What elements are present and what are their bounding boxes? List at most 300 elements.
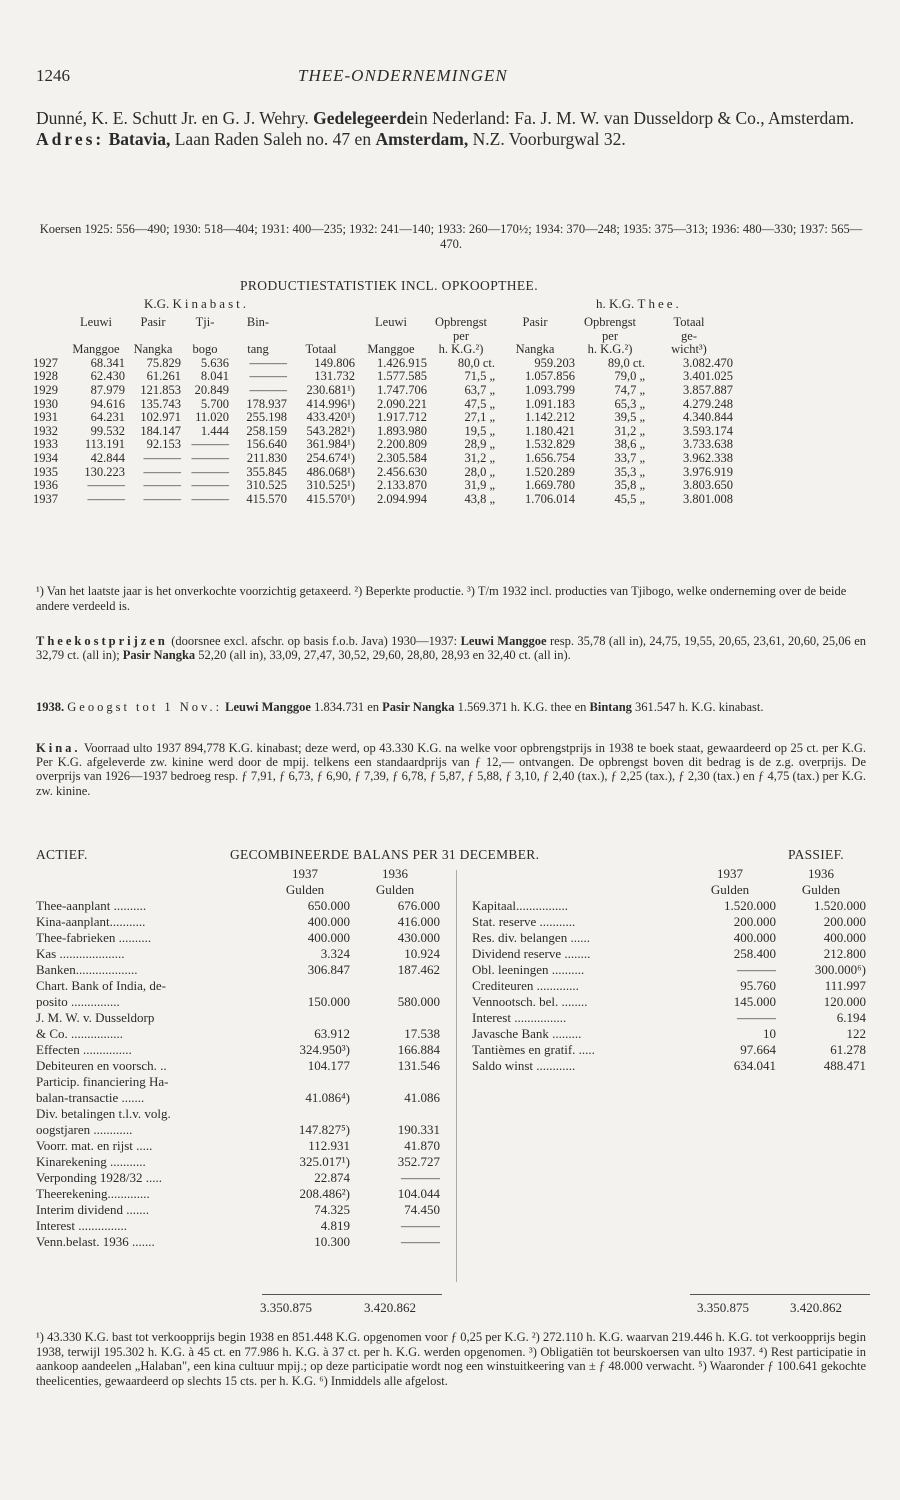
actief-item-label: Verponding 1928/32 ..... xyxy=(36,1170,163,1185)
actief-value-1936: 131.546 xyxy=(397,1058,440,1073)
page-number: 1246 xyxy=(36,66,70,85)
actief-value-1936: 190.331 xyxy=(397,1122,440,1137)
theekostprijzen-label: Theekostprijzen xyxy=(36,634,168,648)
actief-value-1936: 41.086 xyxy=(404,1090,440,1105)
actief-item-label: Venn.belast. 1936 ....... xyxy=(36,1234,155,1249)
production-value-cell: 113.191 xyxy=(84,437,125,452)
production-header-row xyxy=(33,316,733,330)
production-value-cell: 543.282¹) xyxy=(306,423,355,438)
passief-item-label: Res. div. belangen ...... xyxy=(472,930,590,945)
production-header-cell xyxy=(181,330,229,344)
passief-value-1937: 95.760 xyxy=(740,978,776,993)
production-row xyxy=(33,452,733,466)
production-value-cell: ——— xyxy=(191,437,229,452)
actief-label: ACTIEF. xyxy=(36,847,88,862)
production-value-cell: 2.200.809 xyxy=(377,437,427,452)
production-value-cell: 3.082.470 xyxy=(683,355,733,370)
production-value-cell: 230.681¹) xyxy=(306,382,355,397)
actief-item-label: J. M. W. v. Dusseldorp xyxy=(36,1010,155,1025)
production-year-cell: 1936 xyxy=(33,478,58,493)
actief-value-1937: 4.819 xyxy=(320,1218,350,1233)
actief-value-1937: 150.000 xyxy=(307,994,350,1009)
production-value-cell: 1.426.915 xyxy=(377,355,427,370)
production-value-cell: 33,7 „ xyxy=(614,450,645,465)
production-value-cell: ——— xyxy=(143,478,181,493)
actief-row xyxy=(36,1122,440,1138)
production-value-cell: 130.223 xyxy=(84,464,125,479)
passief-value-1937: 10 xyxy=(763,1026,776,1041)
production-value-cell: 959.203 xyxy=(534,355,575,370)
production-value-cell: 5.700 xyxy=(200,396,229,411)
passief-value-1937: 400.000 xyxy=(733,930,776,945)
production-header-cell xyxy=(229,330,287,344)
actief-item-label: Effecten ............... xyxy=(36,1042,132,1057)
production-value-cell: 19,5 „ xyxy=(464,423,495,438)
production-header-cell xyxy=(287,316,355,330)
actief-item-label: Div. betalingen t.l.v. volg. xyxy=(36,1106,171,1121)
production-value-cell: 415.570 xyxy=(246,491,287,506)
production-value-cell: 5.636 xyxy=(200,355,229,370)
passief-value-1937: 145.000 xyxy=(733,994,776,1009)
production-value-cell: 1.747.706 xyxy=(377,382,427,397)
actief-value-1936 xyxy=(350,1106,440,1122)
production-header-cell xyxy=(495,330,575,344)
production-value-cell: ——— xyxy=(143,464,181,479)
actief-value-1937: 63.912 xyxy=(314,1026,350,1041)
geoogst-text-1: 1.834.731 en xyxy=(314,700,379,714)
production-header-row xyxy=(33,343,733,357)
production-row xyxy=(33,493,733,507)
actief-item-label: Thee-fabrieken .......... xyxy=(36,930,152,945)
gedelegeerde-text: in Nederland: Fa. J. M. W. van Dusseldorp & Co., Amsterdam. xyxy=(414,108,855,128)
passief-row xyxy=(472,914,866,930)
production-value-cell: 3.962.338 xyxy=(683,450,733,465)
balance-title: GECOMBINEERDE BALANS PER 31 DECEMBER. xyxy=(230,847,540,862)
passief-value-1936: 488.471 xyxy=(823,1058,866,1073)
production-value-cell: 99.532 xyxy=(90,423,125,438)
production-header-cell: Opbrengst xyxy=(583,315,637,329)
production-row xyxy=(33,357,733,371)
passief-value-1936: 6.194 xyxy=(836,1010,866,1025)
theekostprijzen-pn: Pasir Nangka xyxy=(122,648,196,663)
actief-value-1936: 17.538 xyxy=(404,1026,440,1041)
production-header-cell: per xyxy=(602,328,618,343)
actief-row xyxy=(36,1218,440,1234)
production-value-cell: 135.743 xyxy=(140,396,181,411)
theekostprijzen-text-2: resp. 35,78 (all in), 24,75, 19,55, 20,65, 23,61, 20,60, 25,06 en 32,79 ct. (all in); xyxy=(36,634,866,663)
production-header-cell: Pasir xyxy=(522,315,548,329)
actief-row xyxy=(36,1106,440,1122)
production-row xyxy=(33,425,733,439)
production-value-cell: 255.198 xyxy=(246,410,287,425)
actief-item-label: Voorr. mat. en rijst ..... xyxy=(36,1138,153,1153)
amsterdam-address: N.Z. Voorburgwal 32. xyxy=(472,129,626,149)
passief-value-1936: 61.278 xyxy=(830,1042,866,1057)
actief-row xyxy=(36,1138,440,1154)
production-value-cell: 486.068¹) xyxy=(306,464,355,479)
theekostprijzen-paragraph xyxy=(36,634,866,662)
actief-item-label: Kina-aanplant........... xyxy=(36,914,146,929)
production-value-cell: ——— xyxy=(249,355,287,370)
passief-item-label: Kapitaal................ xyxy=(472,898,569,913)
production-row xyxy=(33,411,733,425)
actief-year-1936: 1936 xyxy=(382,866,408,881)
batavia-address: Laan Raden Saleh no. 47 en xyxy=(174,129,372,149)
passief-row xyxy=(472,1010,866,1026)
production-header-cell: Bin- xyxy=(246,315,270,329)
production-value-cell: 258.159 xyxy=(246,423,287,438)
actief-unit-1937: Gulden xyxy=(285,882,325,897)
actief-value-1937: 400.000 xyxy=(307,930,350,945)
kg-prefix: K.G. xyxy=(144,296,170,311)
passief-value-1936: 212.800 xyxy=(823,946,866,961)
production-value-cell: 1.520.289 xyxy=(525,464,575,479)
passief-value-1936: 400.000 xyxy=(823,930,866,945)
production-value-cell: 1.093.799 xyxy=(525,382,575,397)
production-value-cell: 3.857.887 xyxy=(683,382,733,397)
actief-value-1936: 74.450 xyxy=(404,1202,440,1217)
geoogst-bt: Bintang xyxy=(589,700,632,714)
passief-value-1937: 634.041 xyxy=(733,1058,776,1073)
production-header-cell: Manggoe xyxy=(72,342,120,357)
production-year-cell: 1935 xyxy=(33,464,58,479)
production-value-cell: 254.674¹) xyxy=(306,450,355,465)
production-value-cell: 2.305.584 xyxy=(377,450,427,465)
production-header-cell xyxy=(125,330,181,344)
passief-item-label: Obl. leeningen .......... xyxy=(472,962,585,977)
production-value-cell: 64.231 xyxy=(90,410,125,425)
thee-label xyxy=(596,296,682,312)
actief-value-1937 xyxy=(260,1106,350,1122)
actief-row xyxy=(36,962,440,978)
production-value-cell: 361.984¹) xyxy=(306,437,355,452)
actief-value-1937: 112.931 xyxy=(308,1138,350,1153)
production-value-cell: ——— xyxy=(249,382,287,397)
actief-row xyxy=(36,898,440,914)
passief-label: PASSIEF. xyxy=(788,847,844,862)
actief-value-1937: 650.000 xyxy=(307,898,350,913)
production-value-cell: 102.971 xyxy=(140,410,181,425)
production-value-cell: 1.057.856 xyxy=(525,369,575,384)
production-title: PRODUCTIESTATISTIEK INCL. OPKOOPTHEE. xyxy=(240,278,538,293)
passief-unit-1936: Gulden xyxy=(801,882,841,897)
production-header-cell: Totaal xyxy=(305,342,337,357)
actief-item-label: Banken................... xyxy=(36,962,138,977)
actief-unit-1936: Gulden xyxy=(375,882,415,897)
geoogst-year: 1938. xyxy=(36,700,65,714)
intro-paragraph xyxy=(36,108,866,150)
actief-value-1936: ——— xyxy=(401,1234,440,1249)
production-header-cell: Opbrengst xyxy=(434,315,488,329)
actief-value-1937: 325.017¹) xyxy=(299,1154,350,1169)
actief-value-1936: 352.727 xyxy=(397,1154,440,1169)
production-value-cell: ——— xyxy=(191,478,229,493)
geoogst-text-3: 361.547 h. K.G. kinabast. xyxy=(635,700,764,714)
production-value-cell: 310.525 xyxy=(246,478,287,493)
thee-word: Thee. xyxy=(637,296,682,311)
actief-total-1937: 3.350.875 xyxy=(260,1300,312,1315)
production-value-cell: 65,3 „ xyxy=(614,396,645,411)
production-year-cell: 1930 xyxy=(33,396,58,411)
production-header-cell: Tji- xyxy=(195,315,215,329)
production-table xyxy=(33,316,733,506)
actief-value-1936: 187.462 xyxy=(397,962,440,977)
kinabast-word: Kinabast. xyxy=(172,296,249,311)
geoogst-paragraph xyxy=(36,700,866,714)
passief-item-label: Dividend reserve ........ xyxy=(472,946,591,961)
geoogst-label: Geoogst tot 1 Nov.: xyxy=(67,700,223,714)
production-value-cell: 4.279.248 xyxy=(683,396,733,411)
production-year-cell: 1928 xyxy=(33,369,58,384)
actief-table xyxy=(36,866,440,1250)
production-value-cell: 149.806 xyxy=(314,355,355,370)
production-value-cell: 1.091.183 xyxy=(525,396,575,411)
production-header-cell xyxy=(355,330,427,344)
actief-value-1936 xyxy=(350,1010,440,1026)
production-value-cell: 80,0 ct. xyxy=(457,355,495,370)
running-title: THEE-ONDERNEMINGEN xyxy=(298,66,508,85)
passief-row xyxy=(472,898,866,914)
production-header-cell: Manggoe xyxy=(367,342,415,357)
production-value-cell: 121.853 xyxy=(140,382,181,397)
passief-value-1936: 200.000 xyxy=(823,914,866,929)
production-value-cell: 87.979 xyxy=(90,382,125,397)
hkg-prefix: h. K.G. xyxy=(596,296,635,311)
production-header-cell xyxy=(67,330,125,344)
actief-value-1937 xyxy=(260,978,350,994)
adres-label: Adres: xyxy=(36,129,105,149)
actief-value-1937: 104.177 xyxy=(307,1058,350,1073)
production-year-cell: 1933 xyxy=(33,437,58,452)
actief-item-label: Chart. Bank of India, de- xyxy=(36,978,166,993)
production-value-cell: 310.525¹) xyxy=(306,478,355,493)
actief-value-1936: ——— xyxy=(401,1218,440,1233)
production-value-cell: 20.849 xyxy=(194,382,229,397)
production-header-cell: wicht³) xyxy=(671,342,707,357)
production-value-cell: 3.593.174 xyxy=(683,423,733,438)
actief-row xyxy=(36,1074,440,1090)
actief-value-1937: 147.827⁵) xyxy=(298,1122,350,1137)
batavia-label: Batavia, xyxy=(108,129,171,149)
passief-value-1936: 1.520.000 xyxy=(814,898,866,913)
actief-row xyxy=(36,1170,440,1186)
passief-total-1937: 3.350.875 xyxy=(697,1300,749,1315)
production-value-cell: 79,0 „ xyxy=(614,369,645,384)
passief-value-1937: ——— xyxy=(737,962,776,977)
production-header-cell: ge- xyxy=(681,328,697,343)
actief-value-1936: 430.000 xyxy=(397,930,440,945)
production-value-cell: 2.456.630 xyxy=(377,464,427,479)
actief-value-1937 xyxy=(260,1010,350,1026)
production-header-cell: Leuwi xyxy=(375,315,407,329)
production-value-cell: 38,6 „ xyxy=(614,437,645,452)
actief-item-label: Debiteuren en voorsch. .. xyxy=(36,1058,167,1073)
actief-item-label: Interest ............... xyxy=(36,1218,127,1233)
passief-item-label: Javasche Bank ......... xyxy=(472,1026,582,1041)
actief-row xyxy=(36,1202,440,1218)
production-header-row xyxy=(33,330,733,344)
production-value-cell: 1.893.980 xyxy=(377,423,427,438)
production-value-cell: 75.829 xyxy=(146,355,181,370)
passief-value-1937: 200.000 xyxy=(733,914,776,929)
production-header-cell: bogo xyxy=(192,342,218,357)
production-value-cell: 28,0 „ xyxy=(464,464,495,479)
production-year-cell: 1931 xyxy=(33,410,58,425)
production-value-cell: 31,2 „ xyxy=(614,423,645,438)
production-value-cell: 3.733.638 xyxy=(683,437,733,452)
production-value-cell: 1.917.712 xyxy=(377,410,427,425)
geoogst-text-2: 1.569.371 h. K.G. thee en xyxy=(457,700,587,714)
production-value-cell: ——— xyxy=(249,369,287,384)
passief-value-1937: 1.520.000 xyxy=(724,898,776,913)
actief-value-1936: 580.000 xyxy=(397,994,440,1009)
production-value-cell: 62.430 xyxy=(90,369,125,384)
balance-footnotes: ¹) 43.330 K.G. bast tot verkoopprijs begin 1938 en 851.448 K.G. opgenomen voor ƒ 0,25 per K.G. ²) 272.110 h. K.G. waarvan 219.446 h. K.G. tot verkoopprijs begin 1938, terwijl 195.302 h. K.G. à 45 ct. en 77.986 h. K.G. à 37 ct. per h. K.G. werden opgenomen. ³) Obligatiën tot beurskoersen van ulto 1937. ⁴) Rest participatie in aankoop aandeelen „Halaban", een kina cultuur mpij.; op deze participatie wordt nog een winstuitkeering van ± ƒ 48.000 verwacht. ⁵) Waaronder ƒ 100.641 gekochte theelicenties, gewaardeerd op slechts 15 cts. per h. K.G. ⁶) Inmiddels alle afgelost. xyxy=(36,1330,866,1388)
production-value-cell: 42.844 xyxy=(90,450,125,465)
production-value-cell: 211.830 xyxy=(246,450,287,465)
actief-item-label: Thee-aanplant .......... xyxy=(36,898,147,913)
actief-value-1937: 400.000 xyxy=(307,914,350,929)
passief-item-label: Tantièmes en gratif. ..... xyxy=(472,1042,595,1057)
production-value-cell: 61.261 xyxy=(146,369,181,384)
actief-value-1937: 10.300 xyxy=(314,1234,350,1249)
production-value-cell: ——— xyxy=(191,491,229,506)
kinabast-label xyxy=(144,296,249,312)
actief-total-rule xyxy=(262,1294,442,1295)
production-value-cell: 74,7 „ xyxy=(614,382,645,397)
actief-item-label: Kinarekening ........... xyxy=(36,1154,146,1169)
production-value-cell: 1.444 xyxy=(200,423,229,438)
production-value-cell: 1.532.829 xyxy=(525,437,575,452)
production-row xyxy=(33,466,733,480)
actief-value-1936 xyxy=(350,1074,440,1090)
actief-total-1936: 3.420.862 xyxy=(364,1300,416,1315)
passief-year-1936: 1936 xyxy=(808,866,834,881)
actief-value-1937: 324.950³) xyxy=(299,1042,350,1057)
production-value-cell: 71,5 „ xyxy=(464,369,495,384)
production-value-cell: 45,5 „ xyxy=(614,491,645,506)
production-value-cell: 39,5 „ xyxy=(614,410,645,425)
amsterdam-label: Amsterdam, xyxy=(375,129,469,149)
production-value-cell: 68.341 xyxy=(90,355,125,370)
intro-names: Dunné, K. E. Schutt Jr. en G. J. Wehry. xyxy=(36,108,309,128)
production-header-cell xyxy=(33,316,67,330)
production-header-cell: tang xyxy=(247,342,269,357)
gedelegeerde-label: Gedelegeerde xyxy=(313,108,415,128)
passief-row xyxy=(472,978,866,994)
production-value-cell: 1.669.780 xyxy=(525,478,575,493)
production-value-cell: 1.180.421 xyxy=(525,423,575,438)
actief-value-1936: 166.884 xyxy=(397,1042,440,1057)
production-value-cell: 184.147 xyxy=(140,423,181,438)
actief-value-1936: 41.870 xyxy=(404,1138,440,1153)
actief-row xyxy=(36,930,440,946)
production-header-cell: h. K.G.²) xyxy=(438,342,484,357)
passief-total-1936: 3.420.862 xyxy=(790,1300,842,1315)
actief-item-label: & Co. ................ xyxy=(36,1026,124,1041)
passief-item-label: Crediteuren ............. xyxy=(472,978,579,993)
production-value-cell: 355.845 xyxy=(246,464,287,479)
passief-item-label: Saldo winst ............ xyxy=(472,1058,576,1073)
kina-label: Kina. xyxy=(36,741,81,755)
actief-value-1936: 676.000 xyxy=(397,898,440,913)
production-header-cell: per xyxy=(453,328,469,343)
production-row xyxy=(33,479,733,493)
passief-row xyxy=(472,946,866,962)
actief-item-label: oogstjaren ............ xyxy=(36,1122,133,1137)
passief-row xyxy=(472,930,866,946)
actief-row xyxy=(36,1186,440,1202)
production-row xyxy=(33,370,733,384)
actief-row xyxy=(36,1026,440,1042)
balance-divider xyxy=(456,870,457,1282)
actief-value-1937 xyxy=(260,1074,350,1090)
production-value-cell: 2.094.994 xyxy=(377,491,427,506)
production-footnote: ¹) Van het laatste jaar is het onverkochte voorzichtig getaxeerd. ²) Beperkte productie. ³) T/m 1932 incl. producties van Tjibogo, welke onderneming over de beide andere verdeeld is. xyxy=(36,584,847,613)
passief-row xyxy=(472,1026,866,1042)
production-year-cell: 1937 xyxy=(33,491,58,506)
theekostprijzen-lm: Leuwi Manggoe xyxy=(460,634,547,648)
passief-year-1937: 1937 xyxy=(717,866,743,881)
production-value-cell: 4.340.844 xyxy=(683,410,733,425)
production-value-cell: 3.803.650 xyxy=(683,478,733,493)
production-value-cell: 1.656.754 xyxy=(525,450,575,465)
actief-row xyxy=(36,978,440,994)
production-value-cell: 3.976.919 xyxy=(683,464,733,479)
actief-row xyxy=(36,946,440,962)
actief-year-1937: 1937 xyxy=(292,866,318,881)
production-value-cell: 28,9 „ xyxy=(464,437,495,452)
production-header-cell: Leuwi xyxy=(80,315,112,329)
production-value-cell: ——— xyxy=(191,464,229,479)
passief-row xyxy=(472,994,866,1010)
production-header-cell xyxy=(287,330,355,344)
production-header-cell xyxy=(33,343,67,357)
production-value-cell: 31,9 „ xyxy=(464,478,495,493)
production-value-cell: 47,5 „ xyxy=(464,396,495,411)
production-header-cell: Nangka xyxy=(515,342,555,357)
passief-row xyxy=(472,1058,866,1074)
production-value-cell: ——— xyxy=(87,491,125,506)
actief-value-1936: 10.924 xyxy=(404,946,440,961)
production-value-cell: 31,2 „ xyxy=(464,450,495,465)
theekostprijzen-text-1: (doorsnee excl. afschr. op basis f.o.b. Java) 1930—1937: xyxy=(171,634,458,648)
actief-value-1936 xyxy=(350,978,440,994)
production-value-cell: 2.090.221 xyxy=(377,396,427,411)
production-value-cell: 2.133.870 xyxy=(377,478,427,493)
production-row xyxy=(33,438,733,452)
geoogst-lm: Leuwi Manggoe xyxy=(225,700,311,714)
production-value-cell: 178.937 xyxy=(246,396,287,411)
production-row xyxy=(33,398,733,412)
production-value-cell: 63,7 „ xyxy=(464,382,495,397)
production-year-cell: 1934 xyxy=(33,450,58,465)
actief-row xyxy=(36,914,440,930)
passief-value-1936: 300.000⁶) xyxy=(814,962,866,977)
production-value-cell: 89,0 ct. xyxy=(607,355,645,370)
production-value-cell: 3.401.025 xyxy=(683,369,733,384)
passief-value-1937: 258.400 xyxy=(733,946,776,961)
production-value-cell: ——— xyxy=(191,450,229,465)
actief-row xyxy=(36,1090,440,1106)
actief-item-label: balan-transactie ....... xyxy=(36,1090,145,1105)
actief-value-1936: 416.000 xyxy=(397,914,440,929)
production-row xyxy=(33,384,733,398)
kina-text: Voorraad ulto 1937 894,778 K.G. kinabast; deze werd, op 43.330 K.G. na welke voor opbrengstprijs in 1938 te boek staat, gewaardeerd op 25 ct. per K.G. Per K.G. afgeleverde zw. kinine werd door de mpij. telkens een standaardprijs van ƒ 12,— ontvangen. De opbrengst boven dit bedrag is de z.g. overprijs. De overprijs van 1926—1937 bedroeg resp. ƒ 7,91, ƒ 6,73, ƒ 6,90, ƒ 7,39, ƒ 6,78, ƒ 5,87, ƒ 5,88, ƒ 3,10, ƒ 2,40 (tax.), ƒ 2,25 (tax.), ƒ 2,30 (tax.) en ƒ 4,75 (tax.) per K.G. zw. kinine. xyxy=(36,741,867,798)
actief-item-label: Particip. financiering Ha- xyxy=(36,1074,169,1089)
actief-row xyxy=(36,1058,440,1074)
production-value-cell: ——— xyxy=(143,491,181,506)
